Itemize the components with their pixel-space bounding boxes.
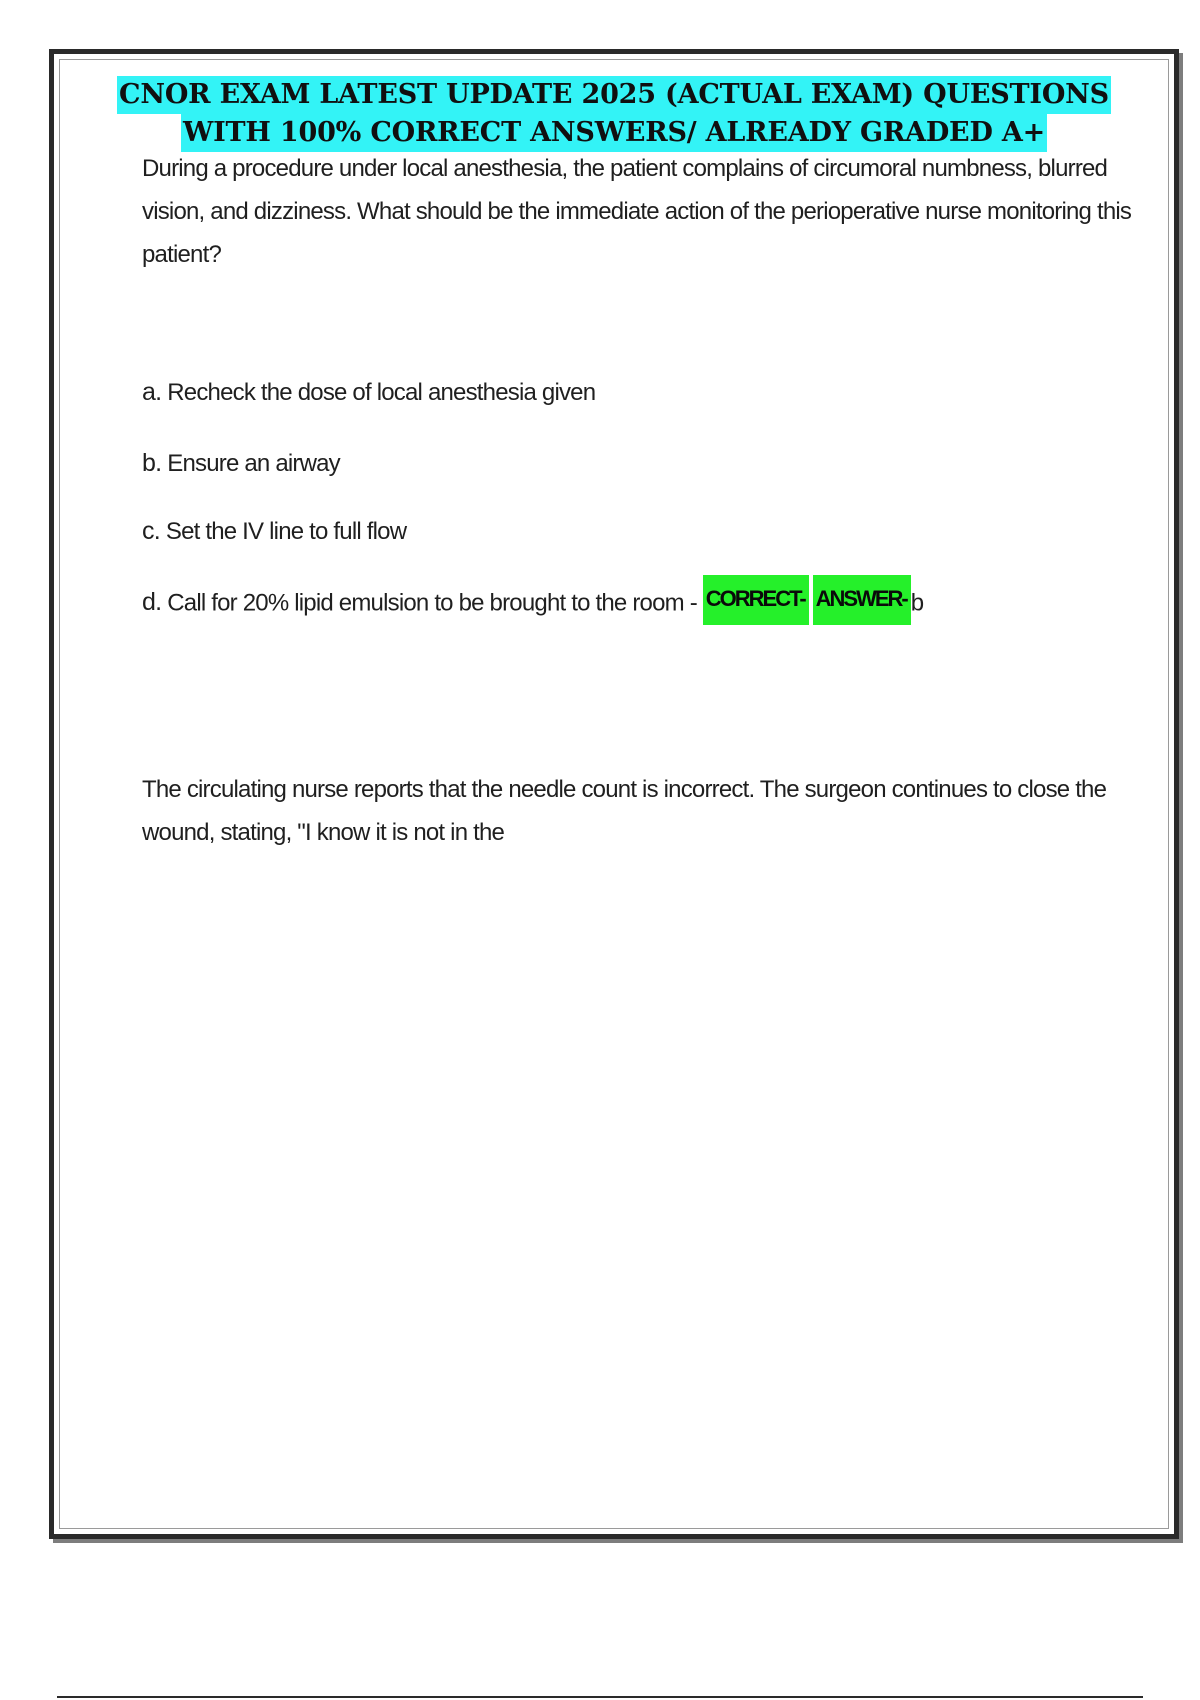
option-a xyxy=(142,374,595,411)
document-page xyxy=(49,49,1179,1539)
question-2-text: The circulating nurse reports that the needle count is incorrect. The surgeon continues to close the wound, stating, "I know it is not in the xyxy=(142,776,1107,846)
option-letter: d. xyxy=(142,588,162,617)
option-letter: b. xyxy=(142,449,162,477)
option-text: Call for 20% lipid emulsion to be brought to the room - xyxy=(167,589,697,617)
option-c xyxy=(142,513,406,550)
title-line-1: CNOR EXAM LATEST UPDATE 2025 (ACTUAL EXAM) QUESTIONS xyxy=(117,76,1111,114)
option-text: Set the IV line to full flow xyxy=(165,518,407,545)
question-1-text: During a procedure under local anesthesia, the patient complains of circumoral numbness, blurred vision, and dizziness. What should be the immediate action of the perioperative nurse monitoring this patient? xyxy=(142,155,1132,268)
answer-label-badge: ANSWER- xyxy=(813,575,911,625)
option-text: Ensure an airway xyxy=(167,450,340,477)
answer-value: b xyxy=(910,589,924,617)
option-b xyxy=(142,445,340,482)
correct-label-badge: CORRECT- xyxy=(703,575,809,625)
option-letter: c. xyxy=(142,517,160,545)
option-text: Recheck the dose of local anesthesia given xyxy=(167,379,596,406)
option-letter: a. xyxy=(142,378,162,406)
title-line-2: WITH 100% CORRECT ANSWERS/ ALREADY GRADED A+ xyxy=(181,114,1047,152)
document-title xyxy=(54,76,1174,152)
option-d xyxy=(142,583,923,625)
footer-divider xyxy=(57,1696,1143,1698)
